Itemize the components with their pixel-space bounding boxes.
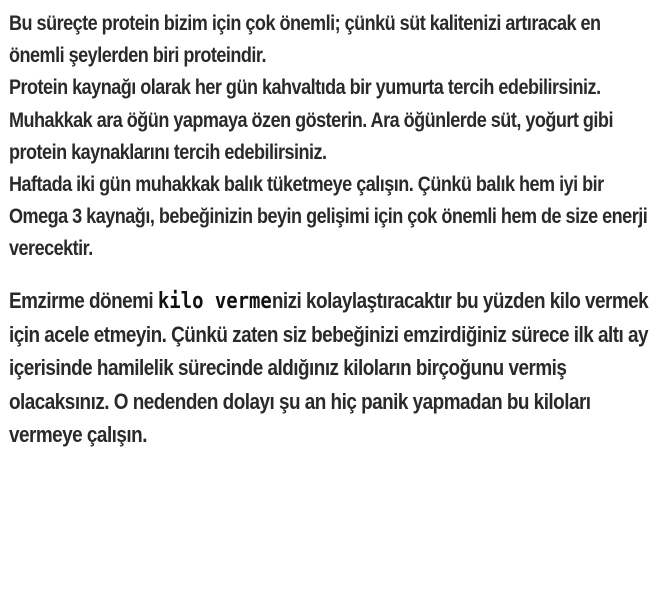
paragraph-weight-loss-start: Emzirme dönemi [9, 287, 158, 313]
paragraph-weight-loss [9, 284, 657, 452]
tips-list [9, 8, 657, 266]
article-body [9, 8, 649, 452]
paragraph-weight-loss-rest: nizi kolaylaştıracaktır bu yüzden kilo vermek için acele etmeyin. Çünkü zaten siz bebeğinizi emzirdiğiniz sürece ilk altı ay içerisinde hamilelik sürecinde aldığınız kiloların birçoğunu vermiş olacaksınız. O nedenden dolayı şu an hiç panik yapmadan bu kiloları vermeye çalışın. [9, 287, 649, 448]
keyword-highlight: kilo verme [157, 288, 272, 314]
paragraph-protein-source: Protein kaynağı olarak her gün kahvaltıda bir yumurta tercih edebilirsiniz. [9, 76, 601, 100]
paragraph-protein-importance: Bu süreçte protein bizim için çok önemli; çünkü süt kalitenizi artıracak en önemli şeylerden biri proteindir. [9, 12, 601, 68]
weight-loss-section [9, 284, 657, 452]
paragraph-fish: Haftada iki gün muhakkak balık tüketmeye çalışın. Çünkü balık hem iyi bir Omega 3 kaynağı, bebeğinizin beyin gelişimi için çok önemli hem de size enerji verecektir. [9, 173, 648, 261]
paragraph-snacks: Muhakkak ara öğün yapmaya özen gösterin. Ara öğünlerde süt, yoğurt gibi protein kaynaklarını tercih edebilirsiniz. [9, 108, 613, 164]
